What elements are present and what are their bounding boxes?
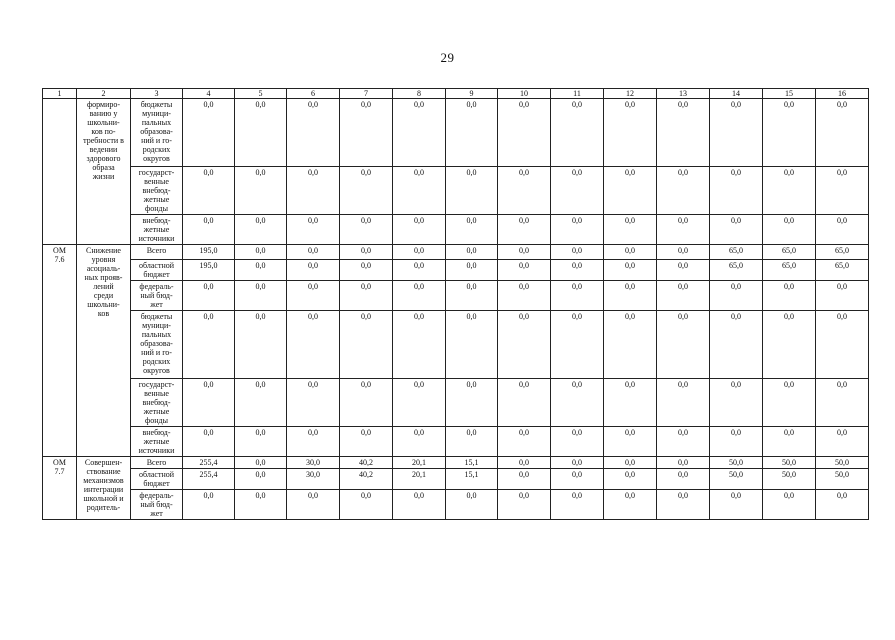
value-cell: 0,0 xyxy=(183,311,235,379)
value-cell: 0,0 xyxy=(446,167,498,215)
table-header-row xyxy=(43,89,869,99)
value-cell: 0,0 xyxy=(340,167,393,215)
column-header: 15 xyxy=(763,89,816,99)
funding-source: федераль- ный бюд- жет xyxy=(131,490,183,520)
table-row xyxy=(43,469,869,490)
measure-code: ОМ 7.7 xyxy=(43,457,77,520)
value-cell: 0,0 xyxy=(710,281,763,311)
value-cell: 0,0 xyxy=(763,215,816,245)
value-cell: 0,0 xyxy=(235,311,287,379)
value-cell: 0,0 xyxy=(235,469,287,490)
funding-source: государст- венные внебюд- жетные фонды xyxy=(131,167,183,215)
value-cell: 65,0 xyxy=(763,245,816,260)
value-cell: 0,0 xyxy=(657,427,710,457)
budget-table xyxy=(42,88,869,520)
value-cell: 0,0 xyxy=(604,427,657,457)
value-cell: 50,0 xyxy=(816,469,869,490)
value-cell: 0,0 xyxy=(816,167,869,215)
value-cell: 0,0 xyxy=(498,99,551,167)
value-cell: 0,0 xyxy=(340,490,393,520)
value-cell: 195,0 xyxy=(183,245,235,260)
column-header: 6 xyxy=(287,89,340,99)
value-cell: 0,0 xyxy=(763,99,816,167)
value-cell: 0,0 xyxy=(657,167,710,215)
value-cell: 0,0 xyxy=(287,260,340,281)
value-cell: 0,0 xyxy=(604,379,657,427)
value-cell: 0,0 xyxy=(551,457,604,469)
value-cell: 65,0 xyxy=(710,245,763,260)
funding-source: Всего xyxy=(131,457,183,469)
table-row xyxy=(43,260,869,281)
value-cell: 0,0 xyxy=(183,167,235,215)
value-cell: 0,0 xyxy=(657,260,710,281)
value-cell: 0,0 xyxy=(816,281,869,311)
value-cell: 0,0 xyxy=(763,167,816,215)
value-cell: 0,0 xyxy=(446,99,498,167)
column-header: 3 xyxy=(131,89,183,99)
value-cell: 0,0 xyxy=(446,379,498,427)
value-cell: 0,0 xyxy=(446,215,498,245)
value-cell: 0,0 xyxy=(551,469,604,490)
value-cell: 0,0 xyxy=(235,281,287,311)
value-cell: 0,0 xyxy=(816,379,869,427)
value-cell: 30,0 xyxy=(287,457,340,469)
value-cell: 40,2 xyxy=(340,469,393,490)
funding-source: областной бюджет xyxy=(131,469,183,490)
column-header: 5 xyxy=(235,89,287,99)
value-cell: 0,0 xyxy=(710,427,763,457)
value-cell: 0,0 xyxy=(340,427,393,457)
value-cell: 0,0 xyxy=(235,245,287,260)
value-cell: 0,0 xyxy=(498,469,551,490)
table-row xyxy=(43,167,869,215)
value-cell: 0,0 xyxy=(657,469,710,490)
value-cell: 0,0 xyxy=(287,215,340,245)
column-header: 9 xyxy=(446,89,498,99)
value-cell: 0,0 xyxy=(657,457,710,469)
value-cell: 0,0 xyxy=(340,99,393,167)
value-cell: 0,0 xyxy=(287,311,340,379)
value-cell: 15,1 xyxy=(446,469,498,490)
value-cell: 0,0 xyxy=(183,490,235,520)
value-cell: 0,0 xyxy=(393,490,446,520)
value-cell: 0,0 xyxy=(287,281,340,311)
value-cell: 0,0 xyxy=(235,215,287,245)
value-cell: 0,0 xyxy=(287,99,340,167)
value-cell: 65,0 xyxy=(816,260,869,281)
value-cell: 0,0 xyxy=(498,260,551,281)
value-cell: 0,0 xyxy=(657,311,710,379)
value-cell: 0,0 xyxy=(816,490,869,520)
value-cell: 0,0 xyxy=(393,167,446,215)
value-cell: 0,0 xyxy=(498,311,551,379)
value-cell: 0,0 xyxy=(657,245,710,260)
value-cell: 0,0 xyxy=(551,490,604,520)
value-cell: 0,0 xyxy=(657,99,710,167)
value-cell: 0,0 xyxy=(604,469,657,490)
value-cell: 0,0 xyxy=(393,215,446,245)
value-cell: 0,0 xyxy=(604,99,657,167)
table-row xyxy=(43,281,869,311)
value-cell: 0,0 xyxy=(235,167,287,215)
value-cell: 0,0 xyxy=(816,427,869,457)
value-cell: 0,0 xyxy=(235,260,287,281)
value-cell: 0,0 xyxy=(446,490,498,520)
table-row xyxy=(43,311,869,379)
value-cell: 65,0 xyxy=(816,245,869,260)
table-row xyxy=(43,457,869,469)
value-cell: 0,0 xyxy=(604,215,657,245)
column-header: 10 xyxy=(498,89,551,99)
value-cell: 0,0 xyxy=(340,260,393,281)
value-cell: 0,0 xyxy=(340,281,393,311)
value-cell: 0,0 xyxy=(604,245,657,260)
funding-source: внебюд- жетные источники xyxy=(131,427,183,457)
value-cell: 0,0 xyxy=(287,245,340,260)
funding-source: бюджеты муници- пальных образова- ний и го- родских округов xyxy=(131,99,183,167)
value-cell: 0,0 xyxy=(604,457,657,469)
value-cell: 65,0 xyxy=(710,260,763,281)
column-header: 8 xyxy=(393,89,446,99)
value-cell: 40,2 xyxy=(340,457,393,469)
value-cell: 0,0 xyxy=(604,260,657,281)
value-cell: 0,0 xyxy=(498,167,551,215)
value-cell: 0,0 xyxy=(657,281,710,311)
table-row xyxy=(43,490,869,520)
page-number: 29 xyxy=(440,50,455,65)
value-cell: 0,0 xyxy=(446,245,498,260)
value-cell: 50,0 xyxy=(763,457,816,469)
value-cell: 0,0 xyxy=(710,311,763,379)
value-cell: 0,0 xyxy=(183,379,235,427)
value-cell: 0,0 xyxy=(498,457,551,469)
funding-source: федераль- ный бюд- жет xyxy=(131,281,183,311)
value-cell: 0,0 xyxy=(816,99,869,167)
value-cell: 0,0 xyxy=(657,490,710,520)
funding-source: бюджеты муници- пальных образова- ний и го- родских округов xyxy=(131,311,183,379)
value-cell: 0,0 xyxy=(340,379,393,427)
value-cell: 0,0 xyxy=(498,379,551,427)
value-cell: 0,0 xyxy=(498,490,551,520)
value-cell: 0,0 xyxy=(657,215,710,245)
value-cell: 0,0 xyxy=(604,281,657,311)
value-cell: 0,0 xyxy=(287,427,340,457)
value-cell: 195,0 xyxy=(183,260,235,281)
value-cell: 0,0 xyxy=(235,99,287,167)
value-cell: 0,0 xyxy=(393,260,446,281)
value-cell: 0,0 xyxy=(604,311,657,379)
value-cell: 0,0 xyxy=(287,490,340,520)
column-header: 4 xyxy=(183,89,235,99)
measure-name: Снижение уровня асоциаль- ных прояв- лений среди школьни- ков xyxy=(77,245,131,457)
value-cell: 65,0 xyxy=(763,260,816,281)
measure-name: Совершен- ствование механизмов интеграции школьной и родитель- xyxy=(77,457,131,520)
value-cell: 20,1 xyxy=(393,469,446,490)
value-cell: 0,0 xyxy=(393,99,446,167)
value-cell: 0,0 xyxy=(183,281,235,311)
value-cell: 20,1 xyxy=(393,457,446,469)
column-header: 13 xyxy=(657,89,710,99)
funding-source: Всего xyxy=(131,245,183,260)
value-cell: 0,0 xyxy=(710,99,763,167)
value-cell: 0,0 xyxy=(235,490,287,520)
measure-name: формиро- ванию у школьни- ков по- требности в ведении здорового образа жизни xyxy=(77,99,131,245)
value-cell: 0,0 xyxy=(446,427,498,457)
value-cell: 0,0 xyxy=(287,167,340,215)
value-cell: 0,0 xyxy=(340,245,393,260)
column-header: 16 xyxy=(816,89,869,99)
value-cell: 0,0 xyxy=(551,99,604,167)
value-cell: 0,0 xyxy=(498,427,551,457)
column-header: 7 xyxy=(340,89,393,99)
value-cell: 0,0 xyxy=(551,260,604,281)
value-cell: 0,0 xyxy=(183,215,235,245)
value-cell: 0,0 xyxy=(340,311,393,379)
value-cell: 0,0 xyxy=(551,311,604,379)
value-cell: 0,0 xyxy=(816,311,869,379)
value-cell: 0,0 xyxy=(763,311,816,379)
value-cell: 0,0 xyxy=(446,311,498,379)
value-cell: 0,0 xyxy=(551,215,604,245)
value-cell: 0,0 xyxy=(551,379,604,427)
value-cell: 0,0 xyxy=(498,215,551,245)
value-cell: 0,0 xyxy=(763,427,816,457)
value-cell: 50,0 xyxy=(763,469,816,490)
value-cell: 0,0 xyxy=(446,260,498,281)
value-cell: 0,0 xyxy=(710,490,763,520)
value-cell: 0,0 xyxy=(551,245,604,260)
table-row xyxy=(43,379,869,427)
value-cell: 50,0 xyxy=(710,457,763,469)
value-cell: 0,0 xyxy=(183,99,235,167)
value-cell: 0,0 xyxy=(657,379,710,427)
value-cell: 0,0 xyxy=(183,427,235,457)
column-header: 1 xyxy=(43,89,77,99)
value-cell: 0,0 xyxy=(710,167,763,215)
value-cell: 0,0 xyxy=(710,215,763,245)
value-cell: 0,0 xyxy=(498,281,551,311)
value-cell: 0,0 xyxy=(393,281,446,311)
table-row xyxy=(43,427,869,457)
value-cell: 50,0 xyxy=(816,457,869,469)
value-cell: 0,0 xyxy=(604,167,657,215)
value-cell: 0,0 xyxy=(498,245,551,260)
value-cell: 0,0 xyxy=(446,281,498,311)
value-cell: 0,0 xyxy=(393,245,446,260)
value-cell: 0,0 xyxy=(340,215,393,245)
value-cell: 15,1 xyxy=(446,457,498,469)
value-cell: 0,0 xyxy=(393,311,446,379)
value-cell: 0,0 xyxy=(393,427,446,457)
value-cell: 255,4 xyxy=(183,469,235,490)
table-row xyxy=(43,99,869,167)
value-cell: 0,0 xyxy=(710,379,763,427)
value-cell: 255,4 xyxy=(183,457,235,469)
measure-code xyxy=(43,99,77,245)
value-cell: 50,0 xyxy=(710,469,763,490)
column-header: 2 xyxy=(77,89,131,99)
funding-source: государст- венные внебюд- жетные фонды xyxy=(131,379,183,427)
funding-source: внебюд- жетные источники xyxy=(131,215,183,245)
value-cell: 0,0 xyxy=(551,427,604,457)
value-cell: 0,0 xyxy=(763,490,816,520)
column-header: 14 xyxy=(710,89,763,99)
value-cell: 0,0 xyxy=(551,167,604,215)
value-cell: 0,0 xyxy=(763,379,816,427)
value-cell: 0,0 xyxy=(551,281,604,311)
value-cell: 0,0 xyxy=(235,457,287,469)
table-row xyxy=(43,215,869,245)
value-cell: 0,0 xyxy=(287,379,340,427)
value-cell: 0,0 xyxy=(604,490,657,520)
value-cell: 0,0 xyxy=(393,379,446,427)
value-cell: 0,0 xyxy=(235,379,287,427)
value-cell: 30,0 xyxy=(287,469,340,490)
value-cell: 0,0 xyxy=(816,215,869,245)
value-cell: 0,0 xyxy=(763,281,816,311)
column-header: 11 xyxy=(551,89,604,99)
column-header: 12 xyxy=(604,89,657,99)
value-cell: 0,0 xyxy=(235,427,287,457)
table-row xyxy=(43,245,869,260)
funding-source: областной бюджет xyxy=(131,260,183,281)
measure-code: ОМ 7.6 xyxy=(43,245,77,457)
